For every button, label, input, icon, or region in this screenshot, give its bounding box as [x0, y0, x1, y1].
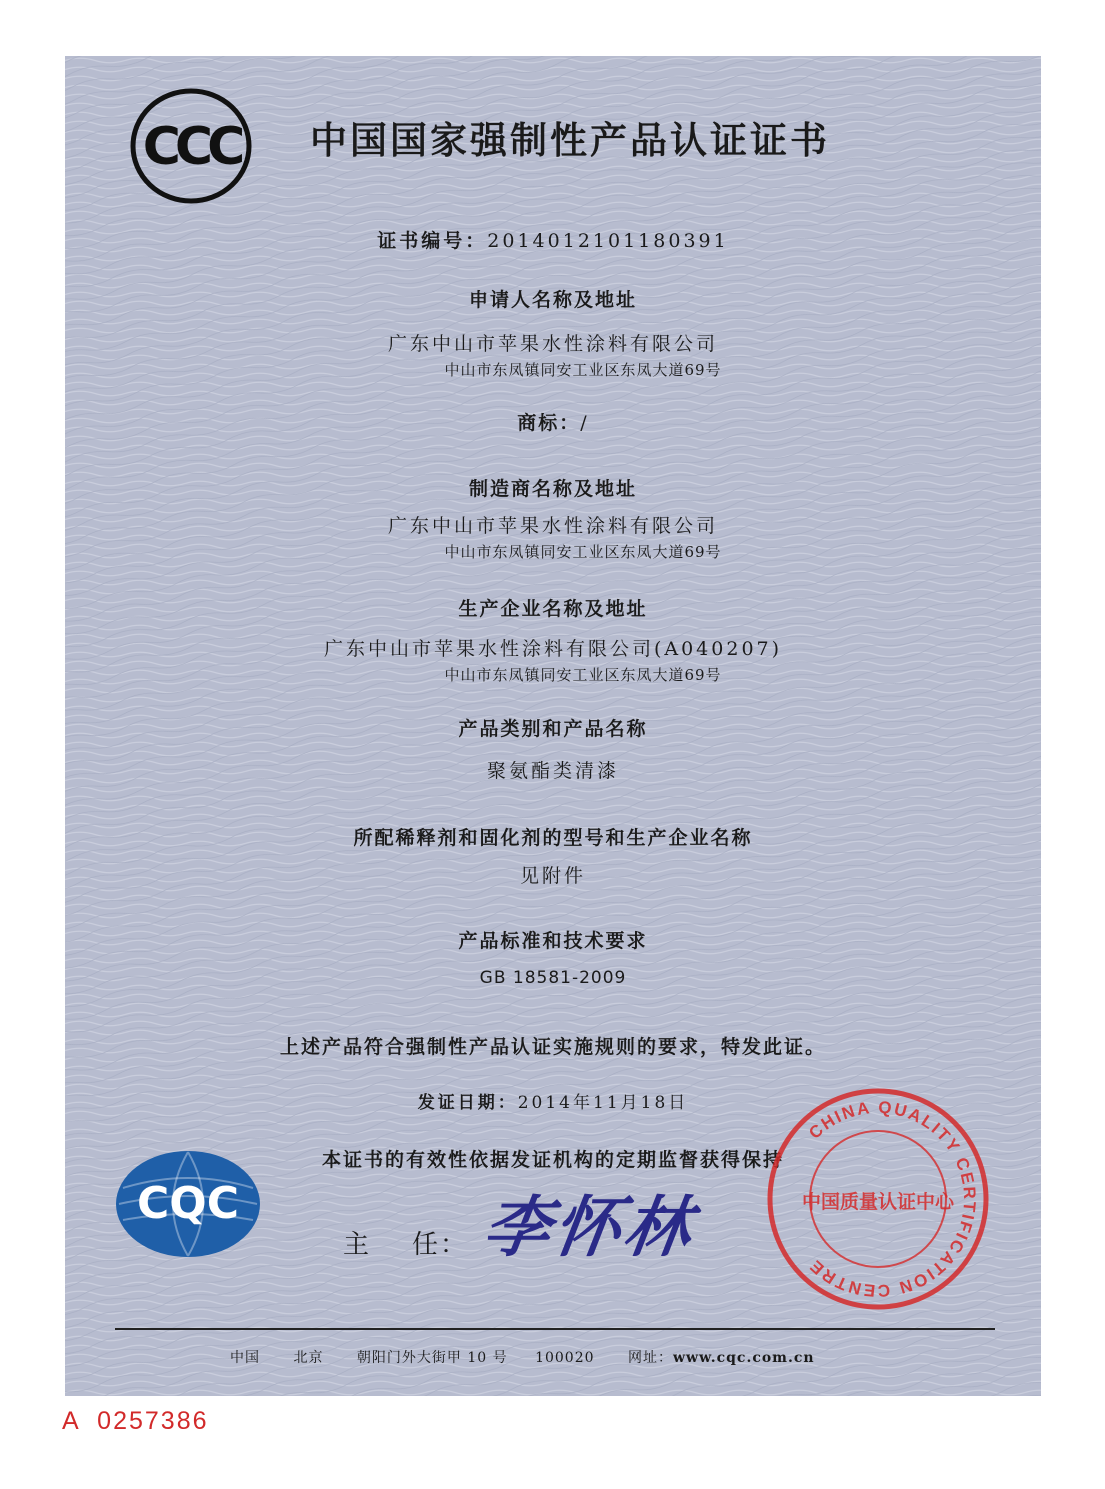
footer-street: 朝阳门外大街甲 10 号 [356, 1350, 508, 1366]
certificate-title: 中国国家强制性产品认证证书 [310, 119, 830, 162]
cert-number-label: 证书编号： [377, 230, 488, 252]
cert-number-row [65, 226, 1041, 253]
applicant-heading: 申请人名称及地址 [468, 289, 637, 311]
certificate-paper [65, 56, 1041, 1396]
product-heading: 产品类别和产品名称 [458, 718, 648, 740]
trademark-value: / [580, 412, 589, 434]
manufacturer-name: 广东中山市苹果水性涂料有限公司 [387, 515, 718, 537]
issue-date: 2014年11月18日 [517, 1093, 689, 1113]
director-signature: 李怀林 [478, 1188, 700, 1266]
standard-value: GB 18581-2009 [479, 968, 627, 988]
footer-divider [115, 1328, 995, 1330]
seal-inner-text: 中国质量认证中心 [801, 1191, 955, 1213]
cqc-logo-text: CQC [137, 1178, 239, 1229]
manufacturer-address: 中山市东凤镇同安工业区东凤大道69号 [444, 543, 722, 561]
conformity-statement: 上述产品符合强制性产品认证实施规则的要求，特发此证。 [279, 1036, 826, 1058]
cert-number: 2014012101180391 [487, 230, 729, 252]
validity-statement: 本证书的有效性依据发证机构的定期监督获得保持 [321, 1149, 784, 1171]
certification-seal [765, 1086, 991, 1312]
footer-address [230, 1347, 815, 1367]
product-name: 聚氨酯类清漆 [486, 760, 619, 782]
ccc-logo-text: CCC [142, 117, 240, 177]
trademark-row [65, 408, 1041, 435]
standard-heading: 产品标准和技术要求 [458, 930, 648, 952]
serial-number: A 0257386 [62, 1407, 209, 1435]
director-label: 主 任： [343, 1230, 469, 1260]
diluent-heading: 所配稀释剂和固化剂的型号和生产企业名称 [353, 827, 753, 849]
issue-date-label: 发证日期： [417, 1093, 518, 1113]
diluent-value: 见附件 [519, 865, 586, 887]
trademark-label: 商标： [517, 412, 581, 434]
footer-city: 北京 [293, 1350, 324, 1366]
cqc-logo [113, 1148, 263, 1260]
ccc-logo [129, 84, 253, 208]
factory-address: 中山市东凤镇同安工业区东凤大道69号 [444, 666, 722, 684]
seal-outer-text: CHINA QUALITY CERTIFICATION CENTRE [805, 1097, 980, 1301]
footer-country: 中国 [230, 1350, 260, 1366]
factory-heading: 生产企业名称及地址 [458, 598, 648, 620]
manufacturer-heading: 制造商名称及地址 [468, 478, 637, 500]
applicant-address: 中山市东凤镇同安工业区东凤大道69号 [444, 361, 722, 379]
applicant-name: 广东中山市苹果水性涂料有限公司 [387, 333, 718, 355]
factory-name: 广东中山市苹果水性涂料有限公司(A040207) [323, 638, 783, 660]
footer-website-label: 网址： [627, 1350, 673, 1366]
footer-postcode: 100020 [535, 1350, 595, 1366]
footer-website[interactable]: www.cqc.com.cn [672, 1350, 815, 1366]
